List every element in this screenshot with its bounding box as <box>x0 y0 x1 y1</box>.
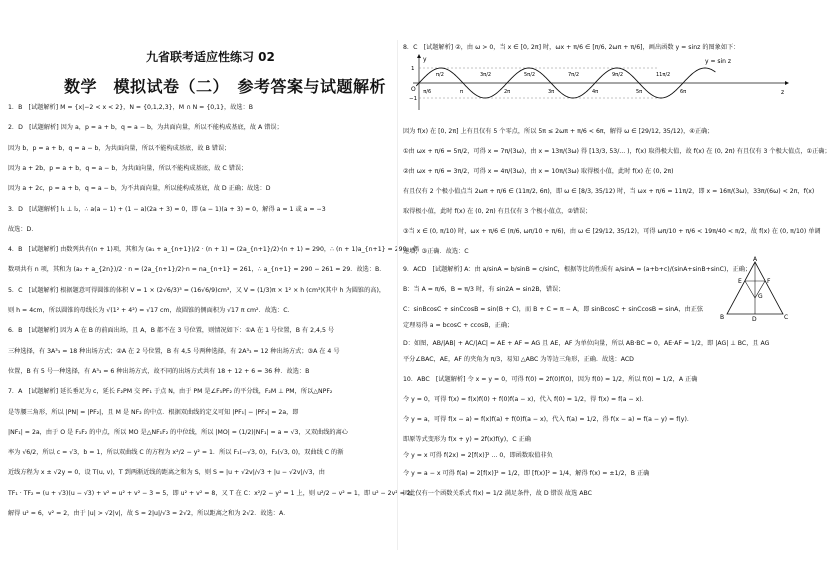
point-g: G <box>758 293 763 300</box>
bottom-tick-label: 5π <box>636 89 643 95</box>
text-line: 是等腰三角形，所以 |PN| = |PF₂|，且 M 是 NF₂ 的中点．根据双曲线的定义可知 |PF₁| − |PF₂| = 2a，即 <box>8 408 299 416</box>
top-tick-label: 3π/2 <box>480 72 492 78</box>
text-line: 定理易得 a = bcosC + ccosB，正确； <box>403 322 514 329</box>
text-line: 位置，B 有 5 号一种选择，有 A³₃ = 6 种出场方式，故不同的出场方式共有 18 + 12 + 6 = 36 种．故选：B <box>8 367 310 375</box>
text-line: |NF₁| = 2a，由于 O 是 F₁F₂ 的中点，所以 MO 是△NF₁F₂ 的中位线，所以 |MO| = (1/2)|NF₁| = a = √3，又双曲线的离心 <box>8 428 348 436</box>
y-tick-bottom: −1 <box>409 96 418 102</box>
bottom-tick-label: 2π <box>504 89 511 95</box>
vertex-a: A <box>753 256 758 263</box>
text-line: 10．ABC [试题解析] 令 x = y = 0，可得 f(0) = 2f(0)f(0)，因为 f(0) = 1/2，所以 f(0) = 1/2，A 正确 <box>403 376 698 383</box>
bottom-tick-label: 3π <box>548 89 555 95</box>
text-line: C：sinBcosC + sinCcosB = sin(B + C)，而 B + C = π − A，即 sinBcosC + sinCcosB = sinA，由正弦 <box>403 306 704 313</box>
text-line: 8．C [试题解析] ②，由 ω > 0，当 x ∈ [0, 2π] 时，ωx + π/6 ∈ [π/6, 2ωπ + π/6]，画出函数 y = sinz 的图象如下： <box>403 44 740 51</box>
text-line: 有且仅有 2 个极小值点当 2ωπ + π/6 ∈ (11π/2, 6π)，即 ω ∈ [8/3, 35/12) 时，当 ωx + π/6 = 11π/2，即 x = 16π/(3ω)，33π/(6ω) < 2π，f(x) <box>403 188 815 195</box>
graph-top-labels <box>436 72 670 78</box>
top-tick-label: 11π/2 <box>656 72 671 78</box>
segment-eg <box>745 281 755 298</box>
z-axis-label: z <box>781 89 785 96</box>
sine-graph <box>409 54 789 112</box>
graph-bottom-labels <box>423 89 686 95</box>
text-line: 率为 √6/2，所以 c = √3，b = 1，所以双曲线 C 的方程为 x²/2 − y² = 1．所以 F₁(−√3, 0)，F₂(√3, 0)，双曲线 C 的渐 <box>8 449 344 457</box>
z-axis-arrow <box>785 81 789 85</box>
text-line: 因为 f(x) 在 [0, 2π] 上有且仅有 5 个零点，所以 5π ≤ 2ωπ + π/6 < 6π，解得 ω ∈ [29/12, 35/12)，④正确； <box>403 128 714 135</box>
point-d: D <box>752 316 757 323</box>
top-tick-label: 9π/2 <box>612 72 624 78</box>
top-tick-label: π/2 <box>436 72 444 78</box>
text-line: 5．C [试题解析] 根据题意可得圆锥的体积 V = 1 × (2√6/3)³ = (16√6/9)cm³，又 V = (1/3)π × 1² × h (cm³)(其中 h 为圆锥的高)， <box>8 286 386 294</box>
text-line: 取得极小值，此时 f(x) 在 (0, 2π) 有且仅有 3 个极小值点，②错误； <box>403 208 592 215</box>
bottom-tick-label: 4π <box>592 89 599 95</box>
page-title: 九省联考适应性练习 02 <box>146 50 275 64</box>
text-line: 9．ACD [试题解析] A：由 a/sinA = b/sinB = c/sinC，根据等比的性质有 a/sinA = (a+b+c)/(sinA+sinB+sinC)，正确； <box>403 266 752 273</box>
vertex-c: C <box>784 314 789 321</box>
origin-label: O <box>411 86 416 93</box>
top-tick-label: 5π/2 <box>524 72 536 78</box>
right-column <box>397 0 831 562</box>
text-line: 平分∠BAC，AE，AF 的夹角为 π/3，易知 △ABC 为等边三角形，正确．故选：ACD <box>403 356 634 363</box>
y-axis-label: y <box>423 56 427 63</box>
y-axis-arrow <box>417 54 421 58</box>
text-line: B：当 A = π/6，B = π/3 时，有 sin2A = sin2B，错误； <box>403 286 565 293</box>
curve-label: y = sin z <box>705 58 732 65</box>
text-line: ①由 ωx + π/6 = 5π/2，可得 x = 7π/(3ω)，由 x = 13π/(3ω) 得 [13/3, 53/... )，f(x) 取得极大值，故 f(x) 在 (0, 2π) 有且仅有 3 个极大值点，①正确； <box>403 148 831 155</box>
text-line: 则 h = 4cm，所以圆锥的母线长为 √(1² + 4²) = √17 cm，故圆锥的侧面积为 √17 π cm²．故选：C． <box>8 307 294 314</box>
bottom-tick-label: π/6 <box>423 89 432 95</box>
page-subtitle: 数学 模拟试卷（二） 参考答案与试题解析 <box>64 77 387 96</box>
text-line: 2．D [试题解析] 因为 a，p = a + b，q = a − b，为共面向量，所以不能构成基底，故 A 错误； <box>8 124 283 132</box>
point-e: E <box>738 278 742 285</box>
vertex-b: B <box>720 314 725 321</box>
text-line: 数项共有 n 项，其和为 (a₂ + a_{2n})/2 · n = (2a_{n+1}/2)·n = na_{n+1} = 261，∴ a_{n+1} = 290 − 261 = 29．故选：B． <box>8 266 386 274</box>
text-line: 递增，③正确．故选：C <box>403 248 469 255</box>
text-line: 4．B [试题解析] 由数列共有(n + 1)项，其和为 (a₁ + a_{n+1})/2 · (n + 1) = (2a_{n+1}/2)·(n + 1) = 290，∴ (n + 1)a_{n+1} = 290．偶 <box>8 246 419 254</box>
text-line: 因为 b，p = a + b，q = a − b，为共面向量，所以不能构成基底，故 B 错误； <box>8 144 231 152</box>
text-line: 故选：D． <box>8 225 38 233</box>
text-line: 三种选择，有 3A³₃ = 18 种出场方式；②A 在 2 号位置，B 有 4,5 号两种选择，有 2A³₃ = 12 种出场方式；③A 在 4 号 <box>8 347 340 355</box>
text-line: 令 y = a，可得 f(x − a) = f(x)f(a) + f(0)f(a − x)，代入 f(a) = 1/2，得 f(x − a) = f(a − y) = f(y)． <box>403 416 694 423</box>
text-line: 1．B [试题解析] M = {x|−2 < x < 2}，N = {0,1,2,3}，M ∩ N = {0,1}，故选：B <box>8 104 254 111</box>
text-line: 因为 a + 2b，p = a + b，q = a − b，为共面向量，所以不能构成基底，故 C 错误； <box>8 164 248 172</box>
text-line: 近线方程为 x ± √2y = 0，设 T(u, v)，T 到两渐近线的距离之和为 S，则 S = |u + √2v|/√3 + |u − √2v|/√3，由 <box>8 469 325 477</box>
text-line: 解得 u² = 6，v² = 2，由于 |u| > √2|v|，故 S = 2|u|/√3 = 2√2，所以距离之和为 2√2．故选：A． <box>8 510 290 517</box>
text-line: 因为 a + 2c，p = a + b，q = a − b，为不共面向量，所以能构成基底，故 D 正确；故选：D <box>8 185 271 193</box>
text-line: 令 y = 0，可得 f(x) = f(x)f(0) + f(0)f(a − x)，代入 f(0) = 1/2，得 f(x) = f(a − x)． <box>403 396 648 403</box>
text-line: ③当 x ∈ (0, π/10) 时，ωx + π/6 ∈ (π/6, ωπ/10 + π/6)，由 ω ∈ [29/12, 35/12)，可得 ωπ/10 + π/6 < 19π/40 < π/2，故 f(x) 在 (0, π/10) 单调 <box>403 228 821 235</box>
text-line: ②由 ωx + π/6 = 3π/2，可得 x = 4π/(3ω)，由 x = 10π/(3ω) 取得极小值，此时 f(x) 在 (0, 2π) <box>403 168 674 175</box>
text-line: 6．B [试题解析] 因为 A 在 B 的前面出场，且 A，B 都不在 3 号位置，则情况如下：①A 在 1 号位置，B 有 2,4,5 号 <box>8 327 335 335</box>
bottom-tick-label: 6π <box>680 89 687 95</box>
text-line: 因此仅有一个函数关系式 f(x) = 1/2 满足条件，故 D 错误 故选 ABC <box>403 490 592 497</box>
top-tick-label: 7π/2 <box>568 72 580 78</box>
text-line: 令 y = a − x 可得 f(a) = 2[f(x)]² = 1/2，即 [f(x)]² = 1/4，解得 f(x) = ±1/2，B 正确 <box>403 470 650 477</box>
text-line: 7．A [试题解析] 延长垂足为 c，延长 F₂PM 交 PF₁ 于点 N，由于 PM 是∠F₁PF₂ 的平分线，F₂M ⊥ PM，所以△NPF₂ <box>8 388 333 396</box>
text-line: TF₁ · TF₂ = (u + √3)(u − √3) + v² = u² + v² − 3 = 5，即 u² + v² = 8，又 T 在 C：x²/2 − y² = 1 上，则 u²/2 − v² = 1，即 u² − 2v² = 2， <box>8 489 418 497</box>
text-line: 即原等式变形为 f(x + y) = 2f(x)f(y)，C 正确 <box>403 436 531 443</box>
text-line: 3．D [试题解析] l₁ ⊥ l₂，∴ a(a − 1) + (1 − a)(2a + 3) = 0，即 (a − 1)(a + 3) = 0，解得 a = 1 或 a = −3 <box>8 205 326 213</box>
point-f: F <box>767 278 771 285</box>
bottom-tick-label: π <box>460 89 464 95</box>
y-tick-top: 1 <box>411 66 415 72</box>
text-line: 令 y = x 可得 f(2x) = 2[f(x)]² ... 0，即函数取值非负 <box>403 452 553 459</box>
triangle-figure <box>719 256 791 322</box>
text-line: D：如图，AB/|AB| + AC/|AC| = AE + AF = AG 且 AE，AF 为单位向量，所以 AB·BC = 0，AE·AF = 1/2，即 |AG| ⊥ BC，且 AG <box>403 340 770 347</box>
